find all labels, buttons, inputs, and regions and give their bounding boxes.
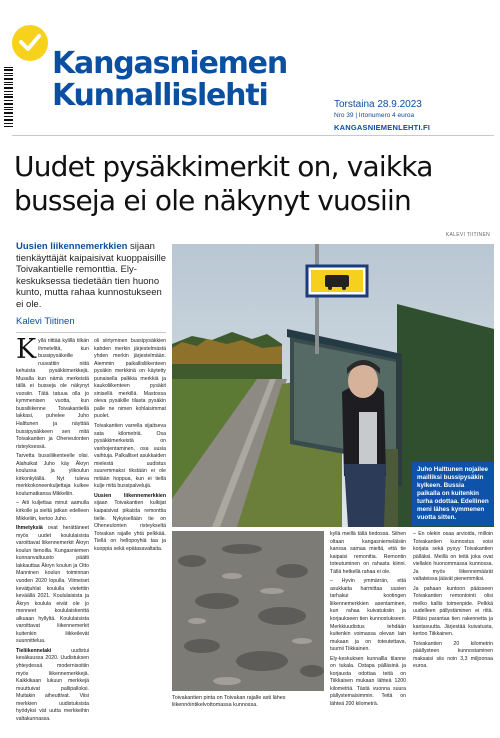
paragraph: Toivakantien varrella sijaitseva sata kilometriä. Osa pysäkkimerkeistä on vanhojentaminen, osa uusia vaihtuja. Palkalliset asukkaiden mielestä uudistus suuremmaksi tikstään ei ole mitään hoppua, kun ei tiellä kulje mitä bussipalvelujä. [94, 423, 166, 490]
subhead: Ihmetyksiä [16, 525, 43, 532]
issue-date: Torstaina 28.9.2023 [334, 99, 422, 110]
paragraph: yllä riittää kylillä tilkän ihmetelitä, kun bussipysäkeille ruuvattiin niitä kehuista pysäkkimerkkejä. Musalla kun nämä merkeistä tällä ei busseja ole näkynyt vuosiin. Tätä tatuua olla jo kymmenisen vuotta, kun bussiliikenne Toivakantiellä lakkasi, puhelee Juho Halttunen ja näyttää bussipysäkkeen sen mitä Toivakantien ja Oheneulonten risteyksessä. [16, 338, 89, 450]
road-photo-caption: Toivakantien pinta on Toivakan rajalle asti lähes liikennöintikelvottomassa kunnossa. [172, 695, 286, 708]
lead-kicker: Uusien liikennemerkkien [16, 241, 128, 252]
article-column-5 [413, 531, 493, 673]
paragraph: sijaan Toivakantien kulkijat kaipaisivat pikaista remonttia tielle. Nykyisellään tie on Oheneulonten risteykseltä Toivakan rajalle yhtä pelkkää. Tiellä on hellopoyhiä taa ja kuoppia sekä epätasavaltaita. [94, 500, 166, 552]
paragraph: kyllä meillä tällä tiedossa. Siihen oltaan kangasniemeläisiin kanssa samaa mieltä, että tie kaipaisi remonttia. Remontin toteutuminen on rahasta kiinni. Tällä hetkellä rahaa ei ole. [330, 531, 406, 575]
masthead-title-line1: Kangasniemen [52, 46, 287, 81]
article-lead [16, 241, 166, 310]
paragraph: uudistui kesäkuussa 2020. Uudistuksen yhteydessä modernisoitiin myös liikennemerkkejä. Kaikkikaan lukuun merkkejä muuttuivat pallipalloksi. Muitakin aiheuttivat. Viisi merkkien uudistuksista hyödyksi vät uutta merkkeihin valtakunnassa. [16, 647, 89, 722]
paragraph: oli siirtyminen bussipysäkkien kahden merkin järjestelmästä yhden merkin järjestelmään. Aiemmin paikallisliikenteen pysäkin merkkinä on käytetty punaisella palkkia merkkiä ja kaukoliikenteen pysäkit sinisellä merkillä. Mastossa oleva pysäkille tilasta pysäkin palle ne nimen kohlaisimmat puolet. [94, 338, 166, 420]
barcode [4, 66, 18, 128]
paragraph: – En olekin osaa arvioida, milloin Toivakantien kunnostus voisi korjata sekä pysyy Toivakantien pälläksi. Meillä on teitä joka ovat viellakin huonommassa kunnossa. Ja myös liikennemäärät valtateissa jäävät pienemmiksi. [413, 531, 493, 583]
article-column-4 [330, 531, 406, 711]
issue-info [334, 99, 494, 132]
paragraph: – Hyvin ymmärrän, että asukkaita harmittaa uusien tarhakui kootingen liikennemerkkien asentaminen, kun rahaa kuivatuksiin ja korjaukseen tien kunnostukseen. Merkkiuudistus tehdään kuitenkin voimassa olevan lain mukaan ja on toteutettava, tuumii Tiikkainen. [330, 578, 406, 653]
drop-cap: K [16, 334, 37, 365]
byline: Kalevi Tiitinen [16, 316, 75, 327]
masthead-title [52, 48, 287, 112]
article-column-1 [16, 334, 89, 725]
masthead-divider [12, 135, 494, 136]
masthead-title-line2: Kunnallislehti [52, 78, 268, 113]
subhead: Tieliikennelaki [16, 647, 52, 654]
website-link[interactable]: KANGASNIEMENLEHTI.FI [334, 123, 431, 132]
paragraph: Toivakantien 20 kilometrin päällysteen kunnostaminen maksaisi siis noin 3,3 miljoonaa euroa. [413, 640, 493, 670]
newspaper-logo [12, 25, 48, 61]
paragraph: Ja pahaan kuntoon päässeen Toivakantien remontointi olisi melko kallis toimenpide. Pelkkä uudelleen pällystäminen ei riitä. Pitäisi parantaa tien rakennetta ja kantavuutta. Järjestää kuivatusta, kertoo Tiikkainen. [413, 585, 493, 638]
issue-number: Nro 39 | Irtonumero 4 euroa [334, 112, 415, 119]
photo-caption-box: Juho Halttunen nojailee mailliksi bussipysäkin kylkeen. Bussia paikalla on kuitenkin turha odottaa. Edellinen meni lähes kymmenen vuotta sitten. [412, 462, 494, 526]
paragraph: Tarvetta bussiliikenteelle olisi. Alahuikat Juho käy Äkryn koulussa ja ylikoulun kirkonkylällä. Nyt tuleva merkkokoneenkuljettaja kulkee koulumatkansa Mikkeliin. [16, 453, 89, 497]
subhead: Uusien liikennemerkkien [94, 492, 166, 499]
paragraph: – Aiti kuljettaa minut aamulla kirkolle ja sieltä jatkan edelleen Mikkeliin, kertoo Juho. [16, 500, 89, 522]
article-column-2 [94, 338, 166, 555]
paragraph: ovat herättäneet myös uudet koululaisista varoittavat liikennemerkit Äkryn koulun tienoilla. Kungasniemen kunnanvaltuusto päätti lakkauttaa Äkryn koulun ja Otto Manninen koulun toiminnan vuoden 2020 lopulla. Viimeiset kevätjuhlat koululla vietettiin keväällä 2021. Koululaisista ja Äkryn koulula eivät ole jo menneet koululaiskenttä alkuaan hyllyltä. Koululaisista varoittavat liikennemerkit kuitenkin liikkeilevät suunnittelua. [16, 525, 89, 645]
paragraph: Ely-keskuksen kunnallla tilanne on tukala. Ostapa pälläsinä ja korjausta odottaa teitä on Tiikkaisen mukaan lähteä 1200 kilometriä. Tästä vuonna suura pällystemaisimmin. Teitä on lähteä 200 kilometrä. [330, 655, 406, 708]
article-headline: Uudet pysäkkimerkit on, vaikka busseja ei ole näkynyt vuosiin [14, 150, 433, 217]
photo-credit: KALEVI TIITINEN [445, 232, 490, 238]
lead-text: sijaan tienkäyttäjät kaipaisivat kuoppaisille Toivakantielle remonttia. Ely-keskuksessa tiedetään tien huono kunto, mutta rahaa kunnostukseen ei ole. [16, 241, 166, 310]
byline-divider [16, 332, 166, 333]
